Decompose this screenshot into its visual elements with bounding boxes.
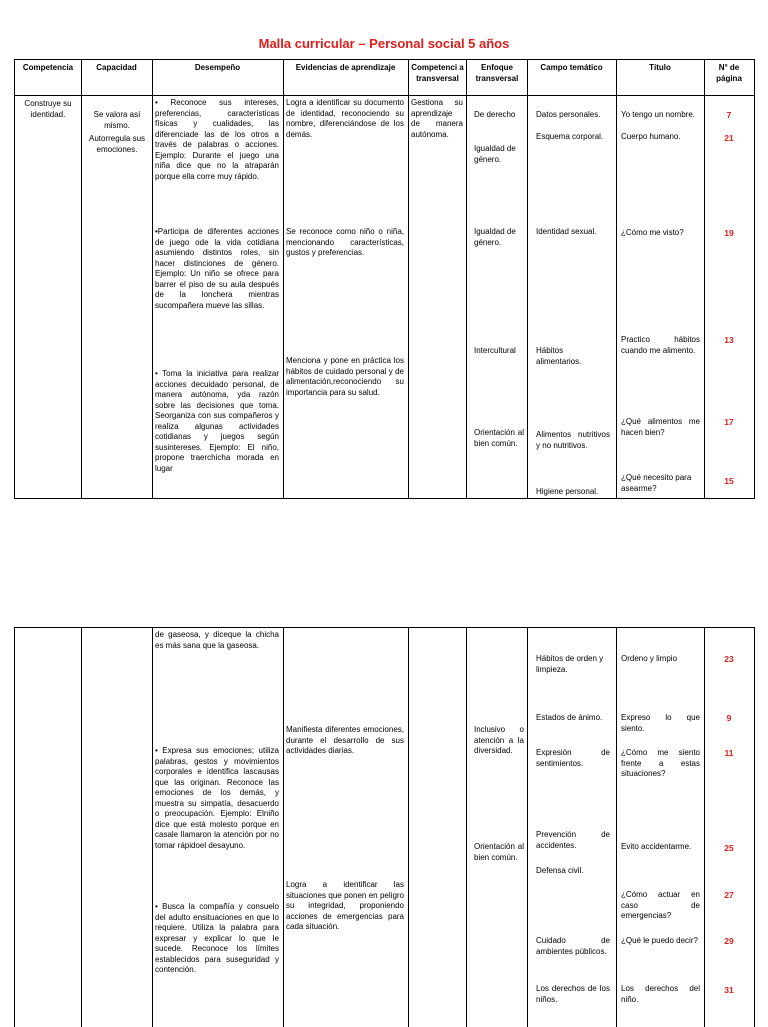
pagina-1: 7 — [726, 110, 732, 120]
titulo-2: Cuerpo humano. — [621, 132, 681, 141]
titulo-5: ¿Qué alimentos me hacen bien? — [621, 417, 700, 437]
evidencia-3: Menciona y pone en práctica los hábitos de cuidado personal y de alimentación,reconociendo su importancia para su salud. — [286, 356, 404, 397]
header-titulo: Título — [649, 63, 671, 72]
pagina-7: 23 — [724, 654, 734, 664]
campo-10: Prevención de accidentes. — [536, 830, 610, 850]
titulo-4: Practico hábitos cuando me alimento. — [621, 335, 700, 355]
enfoque-7: Orientación al bien común. — [474, 842, 524, 862]
campo-11: Defensa civil. — [536, 866, 584, 875]
evidencia-4: Manifiesta diferentes emociones, durante el desarrollo de sus actividades diarias. — [286, 725, 404, 755]
competencia-transversal-text: Gestiona su aprendizaje de manera autónoma. — [411, 98, 463, 139]
pagina-11: 27 — [724, 890, 734, 900]
evidencia-2: Se reconoce como niño o niña, mencionando características, gustos y preferencias. — [286, 227, 404, 257]
titulo-3: ¿Cómo me visto? — [621, 228, 684, 237]
campo-3: Identidad sexual. — [536, 227, 597, 236]
campo-1: Datos personales. — [536, 110, 601, 119]
enfoque-3: Igualdad de género. — [474, 227, 516, 247]
header-enfoque: Enfoque transversal — [475, 63, 519, 83]
enfoque-6: Inclusivo o atención a la diversidad. — [474, 725, 524, 755]
capacidad-1: Se valora así mismo. — [93, 110, 141, 130]
capacidad-2: Autorregula sus emociones. — [88, 134, 146, 154]
campo-8: Estados de ánimo. — [536, 713, 603, 722]
header-evidencias: Evidencias de aprendizaje — [295, 63, 396, 72]
titulo-7: Ordeno y limpio — [621, 654, 678, 663]
titulo-6: ¿Qué necesito para asearme? — [621, 473, 692, 493]
titulo-10: Evito accidentarme. — [621, 842, 692, 851]
document-title: Malla curricular – Personal social 5 años — [258, 36, 510, 51]
header-capacidad: Capacidad — [96, 63, 137, 72]
titulo-12: ¿Qué le puedo decir? — [621, 936, 698, 945]
enfoque-4: Intercultural — [474, 346, 516, 355]
pagina-8: 9 — [726, 713, 732, 723]
campo-5: Alimentos nutritivos y no nutritivos. — [536, 430, 610, 450]
enfoque-2: Igualdad de género. — [474, 144, 516, 164]
pagina-12: 29 — [724, 936, 734, 946]
titulo-11: ¿Cómo actuar en caso de emergencias? — [621, 890, 700, 920]
header-desempeno: Desempeño — [194, 63, 241, 72]
campo-2: Esquema corporal. — [536, 132, 604, 141]
titulo-13: Los derechos del niño. — [621, 984, 700, 1004]
header-competencia-transversal: Competenci a transversal — [411, 63, 464, 83]
competencia-text: Construye su identidad. — [24, 99, 72, 119]
campo-4: Hábitos alimentarios. — [536, 346, 582, 366]
campo-6: Higiene personal. — [536, 487, 599, 496]
header-pagina: N° de página — [716, 63, 742, 83]
desempeno-cont: de gaseosa, y diceque la chicha es más sana que la gaseosa. — [155, 630, 279, 650]
pagina-6: 15 — [724, 476, 734, 486]
desempeno-3: • Toma la iniciativa para realizar acciones decuidado personal, de manera autónoma, yda razón sobre las decisiones que toma. Seorganiza con sus compañeros y realiza algunas actividades cotidianas y juegos según susintereses. Ejemplo: El niño, propone traerchicha morada en lugar — [155, 369, 279, 473]
campo-7: Hábitos de orden y limpieza. — [536, 654, 604, 674]
pagina-4: 13 — [724, 335, 734, 345]
pagina-9: 11 — [724, 748, 734, 758]
desempeno-2: •Participa de diferentes acciones de juego ode la vida cotidiana asumiendo distintos roles, sin hacer distinciones de género. Ejemplo: Un niño se ofrece para barrer el piso de su aula después de la lonchera mientras sucompañera mueve las sillas. — [155, 227, 279, 310]
pagina-3: 19 — [724, 228, 734, 238]
evidencia-1: Logra a identificar su documento de identidad, reconociendo su nombre, diferenciándose de los demás. — [286, 98, 404, 139]
desempeno-4: • Expresa sus emociones; utiliza palabras, gestos y movimientos corporales e identifica lascausas que las originan. Reconoce las emociones de los demás, y muestra su simpatía, desacuerdo o preocupación. Ejemplo: Elniño dice que está molesto porque en casale llamaron la atención por no tomar rápidoel desayuno. — [155, 746, 279, 850]
curriculum-table-top — [14, 59, 755, 499]
curriculum-table-bottom — [14, 627, 755, 1027]
pagina-10: 25 — [724, 843, 734, 853]
evidencia-5: Logra a identificar las situaciones que ponen en peligro su integridad, proponiendo acciones de emergencias para cada situación. — [286, 880, 404, 931]
titulo-9: ¿Cómo me siento frente a estas situaciones? — [621, 748, 700, 778]
enfoque-1: De derecho — [474, 110, 516, 119]
pagina-5: 17 — [724, 417, 734, 427]
enfoque-5: Orientación al bien común. — [474, 428, 524, 448]
titulo-8: Expreso lo que siento. — [621, 713, 700, 733]
pagina-2: 21 — [724, 133, 734, 143]
desempeno-5: • Busca la compañía y consuelo del adulto ensituaciones en que lo requiere. Utiliza la palabra para expresar y explicar lo que le sucede. Reconoce los límites establecidos para suseguridad y contención. — [155, 902, 279, 974]
titulo-1: Yo tengo un nombre. — [621, 110, 695, 119]
campo-13: Los derechos de los niños. — [536, 984, 610, 1004]
campo-9: Expresión de sentimientos. — [536, 748, 610, 768]
header-campo: Campo temático — [540, 63, 603, 72]
header-competencia: Competencia — [22, 63, 74, 72]
desempeno-1: • Reconoce sus intereses, preferencias, características físicas y cualidades, las diferenciade las de los otros a través de palabras o acciones. Ejemplo: Durante el juego una niña dice que no la atraparán porque ella corre muy rápido. — [155, 98, 279, 181]
campo-12: Cuidado de ambientes públicos. — [536, 936, 610, 956]
pagina-13: 31 — [724, 985, 734, 995]
